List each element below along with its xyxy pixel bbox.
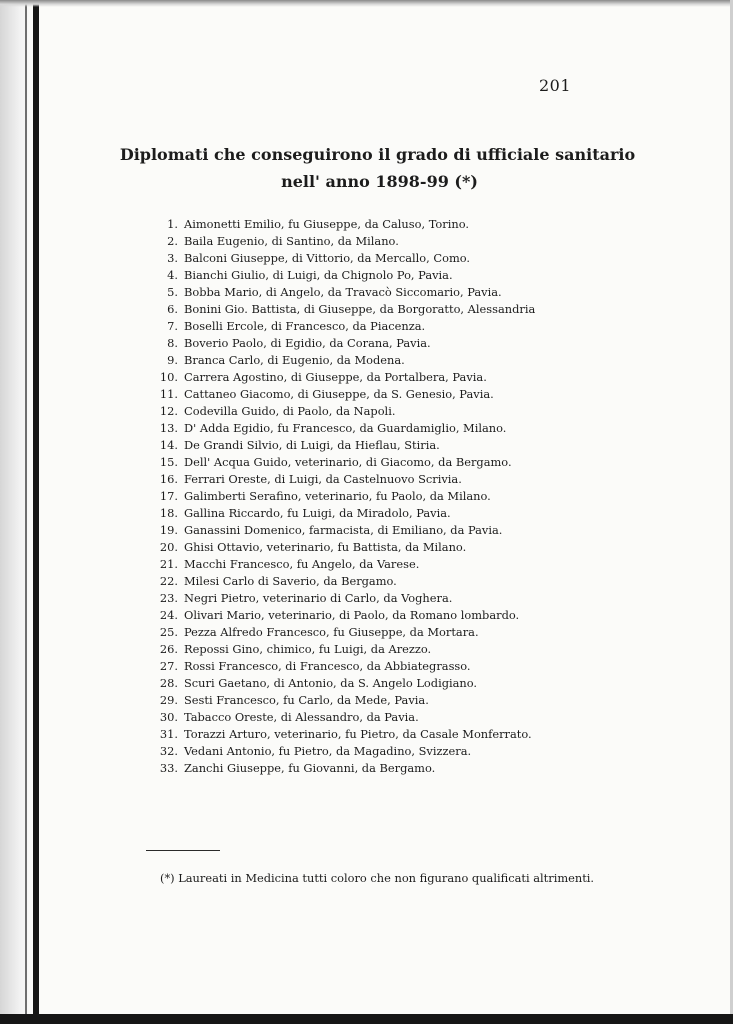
entry-number: 6. xyxy=(167,302,178,316)
entry-text: Olivari Mario, veterinario, di Paolo, da Romano lombardo. xyxy=(184,608,520,622)
entry-number: 15. xyxy=(159,455,178,469)
entry-text: Torazzi Arturo, veterinario, fu Pietro, da Casale Monferrato. xyxy=(184,727,532,741)
list-item xyxy=(150,726,710,743)
entry-text: Boselli Ercole, di Francesco, da Piacenza. xyxy=(184,319,426,333)
entry-number: 32. xyxy=(159,744,178,758)
list-item xyxy=(150,675,710,692)
entry-number: 31. xyxy=(159,727,178,741)
entry-number: 5. xyxy=(167,285,178,299)
list-item xyxy=(150,624,710,641)
entry-text: Carrera Agostino, di Giuseppe, da Portalbera, Pavia. xyxy=(184,370,487,384)
entry-number: 26. xyxy=(159,642,178,656)
entry-text: Galimberti Serafino, veterinario, fu Paolo, da Milano. xyxy=(184,489,491,503)
entry-text: Repossi Gino, chimico, fu Luigi, da Arezzo. xyxy=(184,642,432,656)
list-item xyxy=(150,658,710,675)
entry-number: 9. xyxy=(167,353,178,367)
entry-text: Pezza Alfredo Francesco, fu Giuseppe, da Mortara. xyxy=(184,625,479,639)
graduates-list xyxy=(150,216,710,777)
entry-text: Ferrari Oreste, di Luigi, da Castelnuovo Scrivia. xyxy=(184,472,462,486)
entry-number: 12. xyxy=(159,404,178,418)
entry-text: Aimonetti Emilio, fu Giuseppe, da Caluso, Torino. xyxy=(184,217,469,231)
list-item xyxy=(150,301,710,318)
list-item xyxy=(150,267,710,284)
list-item xyxy=(150,590,710,607)
list-item xyxy=(150,284,710,301)
entry-text: Scuri Gaetano, di Antonio, da S. Angelo Lodigiano. xyxy=(184,676,478,690)
entry-number: 8. xyxy=(167,336,178,350)
entry-text: Ghisi Ottavio, veterinario, fu Battista, da Milano. xyxy=(184,540,467,554)
entry-number: 20. xyxy=(159,540,178,554)
list-item xyxy=(150,437,710,454)
entry-text: Zanchi Giuseppe, fu Giovanni, da Bergamo. xyxy=(184,761,436,775)
entry-number: 14. xyxy=(159,438,178,452)
list-item xyxy=(150,471,710,488)
list-item xyxy=(150,369,710,386)
entry-number: 22. xyxy=(159,574,178,588)
entry-number: 13. xyxy=(159,421,178,435)
entry-number: 16. xyxy=(159,472,178,486)
entry-text: Milesi Carlo di Saverio, da Bergamo. xyxy=(184,574,397,588)
scan-bottom-edge xyxy=(0,1014,733,1024)
page-title: Diplomati che conseguirono il grado di ufficiale sanitario xyxy=(119,145,636,164)
entry-number: 3. xyxy=(167,251,178,265)
entry-number: 4. xyxy=(167,268,178,282)
entry-text: Negri Pietro, veterinario di Carlo, da Voghera. xyxy=(184,591,453,605)
entry-text: Macchi Francesco, fu Angelo, da Varese. xyxy=(184,557,420,571)
footnote: (*) Laureati in Medicina tutti coloro che non figurano qualificati altrimenti. xyxy=(160,871,595,885)
list-item xyxy=(150,454,710,471)
list-item xyxy=(150,573,710,590)
list-item xyxy=(150,709,710,726)
page-subtitle: nell' anno 1898-99 (*) xyxy=(281,172,478,191)
list-item xyxy=(150,607,710,624)
entry-number: 11. xyxy=(159,387,178,401)
scan-top-edge xyxy=(0,0,733,7)
entry-number: 17. xyxy=(159,489,178,503)
list-item xyxy=(150,522,710,539)
entry-text: Bonini Gio. Battista, di Giuseppe, da Borgoratto, Alessandria xyxy=(184,302,536,316)
list-item xyxy=(150,352,710,369)
entry-number: 23. xyxy=(159,591,178,605)
entry-number: 1. xyxy=(167,217,178,231)
entry-text: Branca Carlo, di Eugenio, da Modena. xyxy=(184,353,405,367)
list-item xyxy=(150,403,710,420)
list-item xyxy=(150,760,710,777)
entry-text: Rossi Francesco, di Francesco, da Abbiategrasso. xyxy=(184,659,471,673)
list-item xyxy=(150,420,710,437)
entry-number: 24. xyxy=(159,608,178,622)
entry-text: Balconi Giuseppe, di Vittorio, da Mercallo, Como. xyxy=(184,251,471,265)
entry-text: Baila Eugenio, di Santino, da Milano. xyxy=(184,234,399,248)
entry-number: 30. xyxy=(159,710,178,724)
entry-text: Ganassini Domenico, farmacista, di Emiliano, da Pavia. xyxy=(184,523,503,537)
list-item xyxy=(150,386,710,403)
entry-text: Tabacco Oreste, di Alessandro, da Pavia. xyxy=(184,710,419,724)
list-item xyxy=(150,318,710,335)
list-item xyxy=(150,743,710,760)
entry-number: 33. xyxy=(159,761,178,775)
list-item xyxy=(150,335,710,352)
entry-number: 27. xyxy=(159,659,178,673)
entry-number: 2. xyxy=(167,234,178,248)
entry-text: D' Adda Egidio, fu Francesco, da Guardamiglio, Milano. xyxy=(184,421,507,435)
entry-text: De Grandi Silvio, di Luigi, da Hieflau, Stiria. xyxy=(184,438,440,452)
list-item xyxy=(150,233,710,250)
list-item xyxy=(150,216,710,233)
entry-number: 19. xyxy=(159,523,178,537)
list-item xyxy=(150,250,710,267)
list-item xyxy=(150,505,710,522)
list-item xyxy=(150,641,710,658)
entry-number: 18. xyxy=(159,506,178,520)
entry-number: 28. xyxy=(159,676,178,690)
entry-number: 29. xyxy=(159,693,178,707)
list-item xyxy=(150,556,710,573)
entry-text: Sesti Francesco, fu Carlo, da Mede, Pavia. xyxy=(184,693,429,707)
list-item xyxy=(150,539,710,556)
entry-text: Gallina Riccardo, fu Luigi, da Miradolo, Pavia. xyxy=(184,506,451,520)
footnote-rule xyxy=(146,850,220,851)
entry-text: Vedani Antonio, fu Pietro, da Magadino, Svizzera. xyxy=(184,744,472,758)
list-item xyxy=(150,692,710,709)
entry-number: 25. xyxy=(159,625,178,639)
entry-text: Bianchi Giulio, di Luigi, da Chignolo Po, Pavia. xyxy=(184,268,453,282)
entry-number: 10. xyxy=(159,370,178,384)
list-item xyxy=(150,488,710,505)
entry-number: 7. xyxy=(167,319,178,333)
entry-text: Codevilla Guido, di Paolo, da Napoli. xyxy=(184,404,396,418)
entry-text: Bobba Mario, di Angelo, da Travacò Siccomario, Pavia. xyxy=(184,285,502,299)
page-number: 201 xyxy=(538,76,571,95)
entry-text: Boverio Paolo, di Egidio, da Corana, Pavia. xyxy=(184,336,431,350)
entry-text: Cattaneo Giacomo, di Giuseppe, da S. Genesio, Pavia. xyxy=(184,387,494,401)
entry-number: 21. xyxy=(159,557,178,571)
entry-text: Dell' Acqua Guido, veterinario, di Giacomo, da Bergamo. xyxy=(184,455,512,469)
